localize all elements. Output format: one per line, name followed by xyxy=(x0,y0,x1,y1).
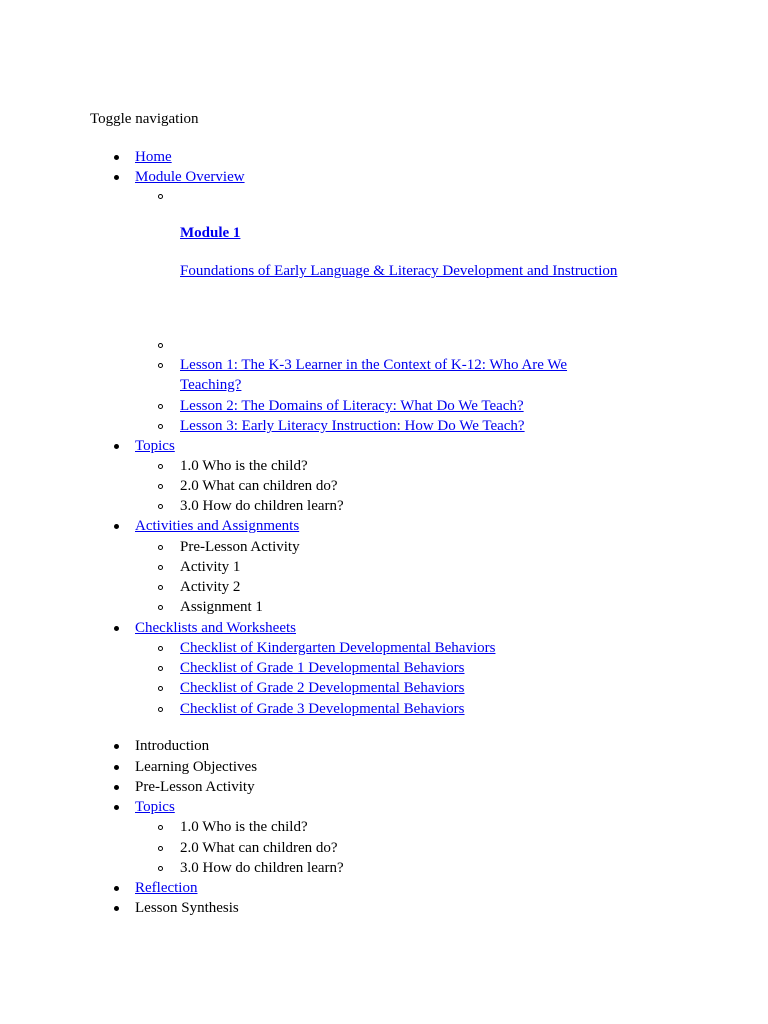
circle-bullet-icon xyxy=(158,605,163,610)
activity-item: Activity 1 xyxy=(180,559,241,575)
checklist-link[interactable]: Checklist of Grade 2 Developmental Behaviors xyxy=(180,680,465,696)
nav-activities-link[interactable]: Activities and Assignments xyxy=(135,518,300,534)
circle-bullet-icon xyxy=(158,504,163,509)
circle-bullet-icon xyxy=(158,846,163,851)
bullet-icon xyxy=(114,886,119,891)
activity-item: Assignment 1 xyxy=(180,599,263,615)
circle-bullet-icon xyxy=(158,424,163,429)
lesson-1-link[interactable]: Lesson 1: The K-3 Learner in the Context of K-12: Who Are We xyxy=(180,357,568,373)
circle-bullet-icon xyxy=(158,707,163,712)
module-subtitle-link[interactable]: Foundations of Early Language & Literacy Development and Instruction xyxy=(180,263,618,279)
bullet-icon xyxy=(114,155,119,160)
lesson-2-link[interactable]: Lesson 2: The Domains of Literacy: What Do We Teach? xyxy=(180,398,524,414)
bullet-icon xyxy=(114,785,119,790)
circle-bullet-icon xyxy=(158,686,163,691)
lesson-nav-lesson-synthesis: Lesson Synthesis xyxy=(135,900,239,916)
circle-bullet-icon xyxy=(158,545,163,550)
topic-item: 1.0 Who is the child? xyxy=(180,819,308,835)
bullet-icon xyxy=(114,444,119,449)
circle-bullet-icon xyxy=(158,565,163,570)
bullet-icon xyxy=(114,744,119,749)
bullet-icon xyxy=(114,626,119,631)
bullet-icon xyxy=(114,906,119,911)
checklist-link[interactable]: Checklist of Grade 1 Developmental Behaviors xyxy=(180,660,465,676)
lesson-nav-pre-lesson-activity: Pre-Lesson Activity xyxy=(135,779,255,795)
circle-bullet-icon xyxy=(158,363,163,368)
checklist-link[interactable]: Checklist of Kindergarten Developmental Behaviors xyxy=(180,640,496,656)
lesson-1-link-continued[interactable]: Teaching? xyxy=(180,377,242,393)
circle-bullet-icon xyxy=(158,585,163,590)
toggle-navigation-button[interactable]: Toggle navigation xyxy=(90,111,199,127)
circle-bullet-icon xyxy=(158,404,163,409)
circle-bullet-icon xyxy=(158,646,163,651)
bullet-icon xyxy=(114,175,119,180)
circle-bullet-icon xyxy=(158,666,163,671)
topic-item: 3.0 How do children learn? xyxy=(180,860,344,876)
module-title-link[interactable]: Module 1 xyxy=(180,225,241,241)
circle-bullet-icon xyxy=(158,866,163,871)
activity-item: Activity 2 xyxy=(180,579,241,595)
bullet-icon xyxy=(114,524,119,529)
nav-home-link[interactable]: Home xyxy=(135,149,172,165)
lesson-nav-topics-link[interactable]: Topics xyxy=(135,799,175,815)
circle-bullet-icon xyxy=(158,464,163,469)
topic-item: 2.0 What can children do? xyxy=(180,478,338,494)
lesson-nav-learning-objectives: Learning Objectives xyxy=(135,759,258,775)
lesson-nav-reflection-link[interactable]: Reflection xyxy=(135,880,198,896)
topic-item: 1.0 Who is the child? xyxy=(180,458,308,474)
circle-bullet-icon xyxy=(158,484,163,489)
circle-bullet-icon xyxy=(158,825,163,830)
bullet-icon xyxy=(114,805,119,810)
circle-bullet-icon xyxy=(158,194,163,199)
checklist-link[interactable]: Checklist of Grade 3 Developmental Behaviors xyxy=(180,701,465,717)
topic-item: 3.0 How do children learn? xyxy=(180,498,344,514)
topic-item: 2.0 What can children do? xyxy=(180,840,338,856)
nav-module-overview-link[interactable]: Module Overview xyxy=(135,169,245,185)
bullet-icon xyxy=(114,765,119,770)
nav-checklists-link[interactable]: Checklists and Worksheets xyxy=(135,620,296,636)
activity-item: Pre-Lesson Activity xyxy=(180,539,300,555)
nav-topics-link[interactable]: Topics xyxy=(135,438,175,454)
lesson-3-link[interactable]: Lesson 3: Early Literacy Instruction: How Do We Teach? xyxy=(180,418,525,434)
circle-bullet-icon xyxy=(158,343,163,348)
lesson-nav-introduction: Introduction xyxy=(135,738,210,754)
